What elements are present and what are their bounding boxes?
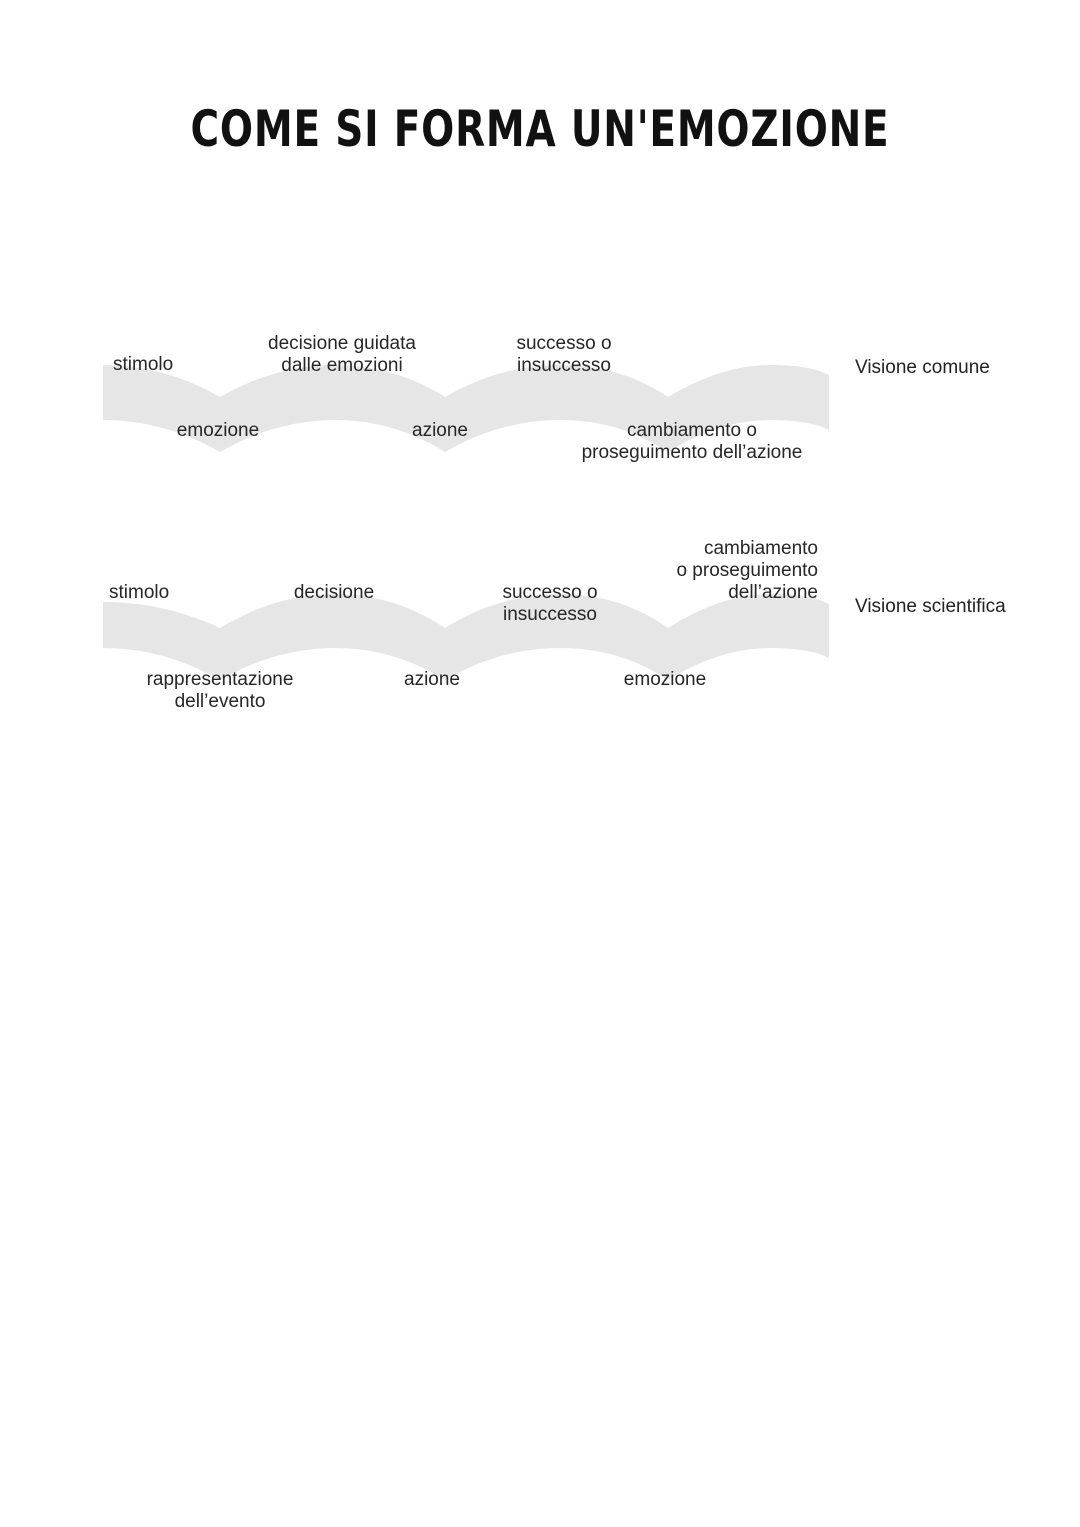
step-stimolo: stimolo (113, 354, 174, 375)
step-cambiamento-proseguimento-2: cambiamento o proseguimento dell’azione (676, 538, 818, 603)
step-azione: azione (412, 420, 468, 441)
view-label-comune: Visione comune (855, 357, 990, 378)
step-emozione-2: emozione (623, 669, 707, 690)
step-azione-2: azione (404, 669, 460, 690)
step-stimolo-2: stimolo (109, 582, 170, 603)
wave-band-shape-2 (103, 594, 829, 680)
step-decisione: decisione (293, 582, 375, 603)
page-title: COME SI FORMA UN'EMOZIONE (190, 100, 890, 158)
step-decisione-guidata: decisione guidata dalle emozioni (268, 333, 416, 376)
step-successo-insuccesso: successo o insuccesso (516, 333, 612, 376)
step-rappresentazione-evento: rappresentazione dell’evento (146, 669, 294, 712)
step-cambiamento-proseguimento: cambiamento o proseguimento dell’azione (581, 420, 803, 463)
step-successo-insuccesso-2: successo o insuccesso (502, 582, 598, 625)
step-emozione: emozione (176, 420, 260, 441)
view-label-scientifica: Visione scientifica (855, 596, 1006, 617)
